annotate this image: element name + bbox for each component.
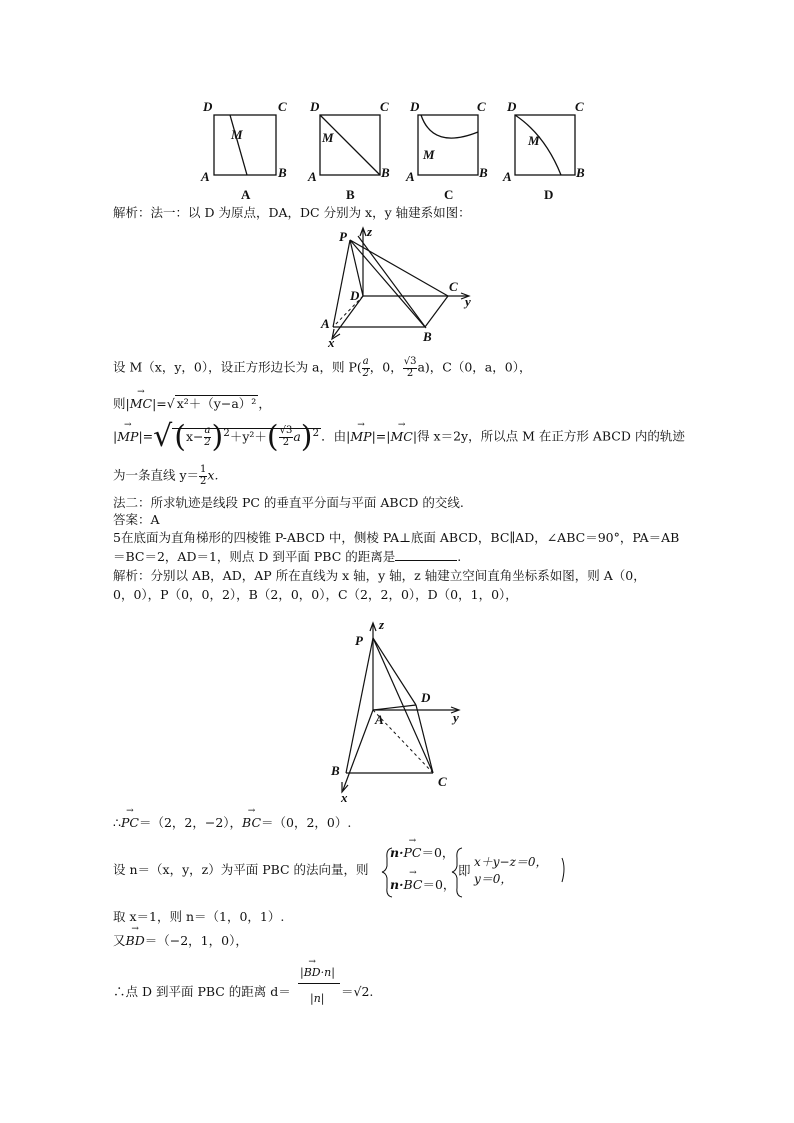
vec-bc: → BC [242, 815, 261, 830]
fig2-P: P [355, 633, 363, 648]
fig2-z: z [379, 617, 385, 632]
line-set-m: 设 M（x，y，0），设正方形边长为 a，则 P( $\frac{a}{2}$ ，0， $\frac{√3}{2}$ a)，C（0，a，0）， [113, 356, 532, 379]
fig1-z: z [367, 224, 373, 239]
eq-b: y＝0， [474, 872, 513, 886]
line-bd: 又→ BD＝（−2，1，0）， [113, 933, 248, 948]
normal-intro: 设 n＝（x，y，z）为平面 PBC 的法向量，则 [113, 862, 369, 877]
label-D-d: D [507, 99, 517, 114]
fig1-y: y [465, 294, 471, 309]
label-M-c: M [423, 147, 435, 162]
fig2-x: x [341, 790, 348, 805]
label-B-b: B [381, 165, 390, 180]
method-two: 法二：所求轨迹是线段 PC 的垂直平分面与平面 ABCD 的交线. [113, 495, 464, 510]
fig2-y: y [453, 710, 459, 725]
vec-bd: → BD [126, 933, 145, 948]
fig1-A: A [321, 316, 330, 331]
label-A-d: A [503, 169, 512, 184]
fig1-D: D [350, 288, 360, 303]
fig1-P: P [339, 229, 347, 244]
label-D-b: D [310, 99, 320, 114]
q5-line1: 5在底面为直角梯形的四棱锥 P-ABCD 中，侧棱 PA⊥底面 ABCD，BC∥AD，∠ABC＝90°，PA＝AB [113, 530, 680, 545]
label-M-a: M [231, 127, 243, 142]
dist-result: ＝√2. [341, 984, 374, 999]
label-D-a: D [203, 99, 213, 114]
fig1-x: x [328, 335, 335, 350]
line-pc-bc: ∴→ PC＝（2，2，−2），→ BC＝（0，2，0）. [113, 815, 351, 830]
dist-fraction-bar [298, 983, 340, 984]
fig1-B: B [423, 329, 432, 344]
dist-numerator: |→ BD·n| [300, 966, 335, 979]
dist-denominator: |n| [310, 992, 325, 1005]
caption-d: D [544, 187, 554, 202]
vec-pc: → PC [121, 815, 139, 830]
label-B-c: B [479, 165, 488, 180]
frac-sqrt3-2: $\frac{√3}{2}$ [403, 356, 417, 379]
line-mc: 则|→ MC|=√ x²＋（y−a）² ， [113, 396, 271, 411]
label-M-b: M [322, 130, 334, 145]
label-B-a: B [278, 165, 287, 180]
q5-sol-line2: 0，0），P（0，0，2），B（2，0，0），C（2，2，0），D（0，1，0）， [113, 587, 518, 602]
label-M-d: M [528, 133, 540, 148]
label-A-c: A [406, 169, 415, 184]
fig2-B: B [331, 763, 340, 778]
label-D-c: D [410, 99, 420, 114]
label-B-d: B [576, 165, 585, 180]
eq-a: x＋y−z＝0， [474, 855, 548, 869]
label-C-b: C [380, 99, 389, 114]
take-x: 取 x＝1，则 n＝（1，0，1）. [113, 909, 285, 924]
label-A-b: A [308, 169, 317, 184]
fig2-C: C [438, 774, 447, 789]
mc-root: x²＋（y−a）² [176, 396, 257, 411]
vec-mc: → MC [130, 396, 152, 411]
label-C-a: C [278, 99, 287, 114]
q5-line2: ＝BC＝2，AD＝1，则点 D 到平面 PBC 的距离是 . [113, 549, 462, 564]
fig1-C: C [449, 279, 458, 294]
system-eq1: n·→ PC＝0， [390, 845, 454, 860]
q5-sol-line1: 解析：分别以 AB，AD，AP 所在直线为 x 轴，y 轴，z 轴建立空间直角坐标系如图，则 A（0， [113, 568, 646, 583]
solution-intro: 解析：法一：以 D 为原点，DA，DC 分别为 x，y 轴建系如图： [113, 205, 471, 220]
answer-1: 答案：A [113, 512, 160, 527]
ji: 即 [458, 863, 471, 878]
caption-c: C [444, 187, 454, 202]
line-straight: 为一条直线 y＝ $\frac{1}{2}$ x. [113, 464, 219, 487]
label-C-d: C [575, 99, 584, 114]
caption-a: A [241, 187, 251, 202]
frac-a-2: $\frac{a}{2}$ [362, 356, 369, 379]
line-mp: |→ MP|=√(x− $\frac{a}{2}$ )$^2$＋y²＋( $\frac{√3}{2}$ a)$^2$ ．由|→ MP|=|→ MC|得 x＝2y，所以点 M 在正方形 ABCD 内的轨迹 [113, 425, 685, 449]
label-A-a: A [201, 169, 210, 184]
vec-mp: → MP [117, 429, 138, 444]
dist-prefix: ∴点 D 到平面 PBC 的距离 d＝ [113, 984, 291, 999]
fig2-D: D [421, 690, 431, 705]
label-C-c: C [477, 99, 486, 114]
fig2-A: A [375, 712, 384, 727]
caption-b: B [346, 187, 355, 202]
system-eq2: n·→ BC＝0， [390, 877, 455, 892]
